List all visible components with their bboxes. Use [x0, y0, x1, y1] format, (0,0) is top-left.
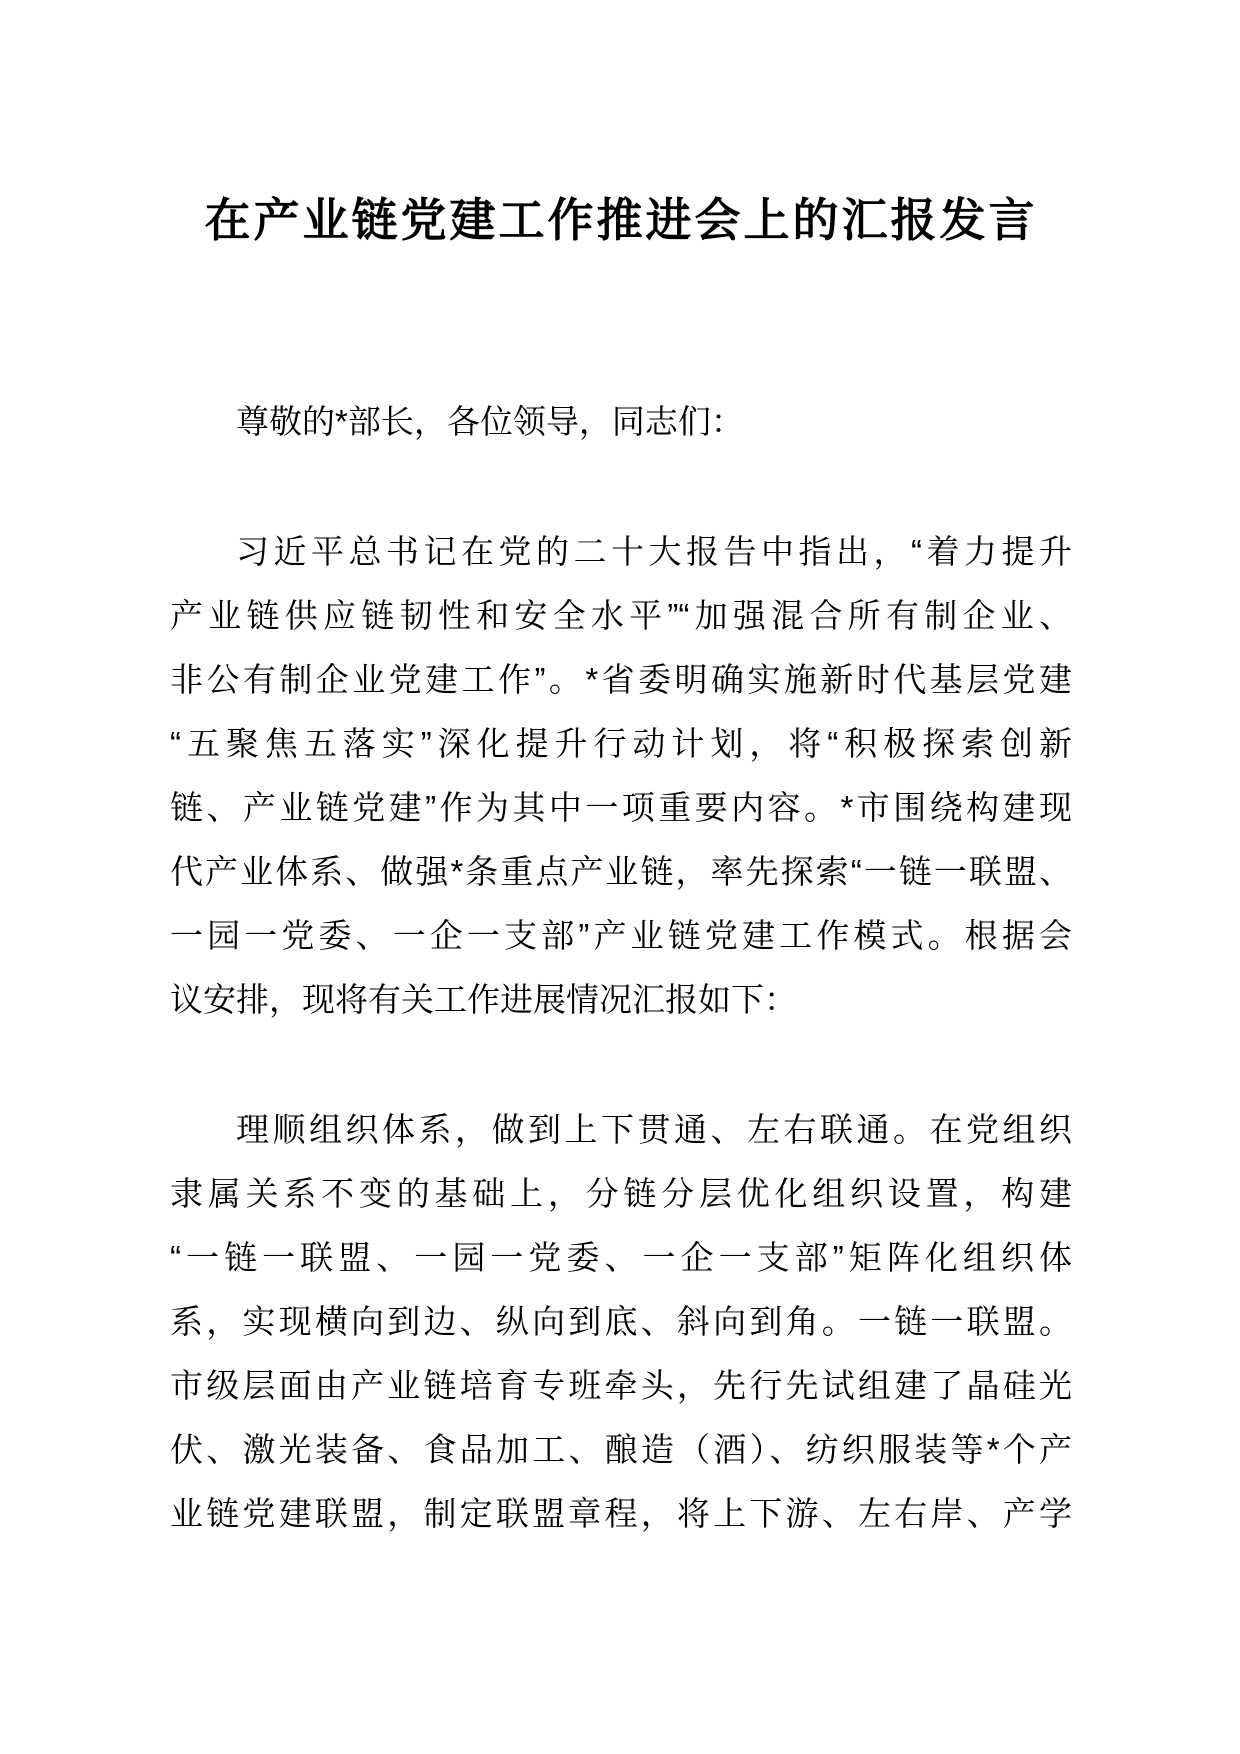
text-line: 隶属关系不变的基础上，分链分层优化组织设置，构建 [170, 1175, 1072, 1212]
text-line: 市级层面由产业链培育专班牵头，先行先试组建了晶硅光 [170, 1367, 1072, 1404]
text-line: 系，实现横向到边、纵向到底、斜向到角。一链一联盟。 [170, 1303, 1072, 1340]
salutation-line: 尊敬的*部长，各位领导，同志们： [236, 403, 744, 440]
text-line: 伏、激光装备、食品加工、酿造（酒）、纺织服装等*个产 [170, 1431, 1072, 1468]
document-title: 在产业链党建工作推进会上的汇报发言 [204, 194, 1038, 246]
text-line: “五聚焦五落实”深化提升行动计划，将“积极探索创新 [170, 725, 1072, 762]
text-line: 非公有制企业党建工作”。*省委明确实施新时代基层党建 [170, 661, 1072, 698]
text-line: 一园一党委、一企一支部”产业链党建工作模式。根据会 [170, 917, 1072, 954]
text-line: 链、产业链党建”作为其中一项重要内容。*市围绕构建现 [170, 789, 1072, 826]
text-line: 议安排，现将有关工作进展情况汇报如下： [170, 981, 797, 1018]
text-line: 代产业体系、做强*条重点产业链，率先探索“一链一联盟、 [170, 853, 1072, 890]
text-line: 理顺组织体系，做到上下贯通、左右联通。在党组织 [236, 1111, 1072, 1148]
text-line: 习近平总书记在党的二十大报告中指出，“着力提升 [236, 533, 1072, 570]
paragraph-1 [170, 520, 1072, 1032]
text-line: 产业链供应链韧性和安全水平”“加强混合所有制企业、 [170, 597, 1072, 634]
text-line: 业链党建联盟，制定联盟章程，将上下游、左右岸、产学 [170, 1495, 1072, 1532]
paragraph-2 [170, 1098, 1072, 1546]
text-line: “一链一联盟、一园一党委、一企一支部”矩阵化组织体 [170, 1239, 1072, 1276]
